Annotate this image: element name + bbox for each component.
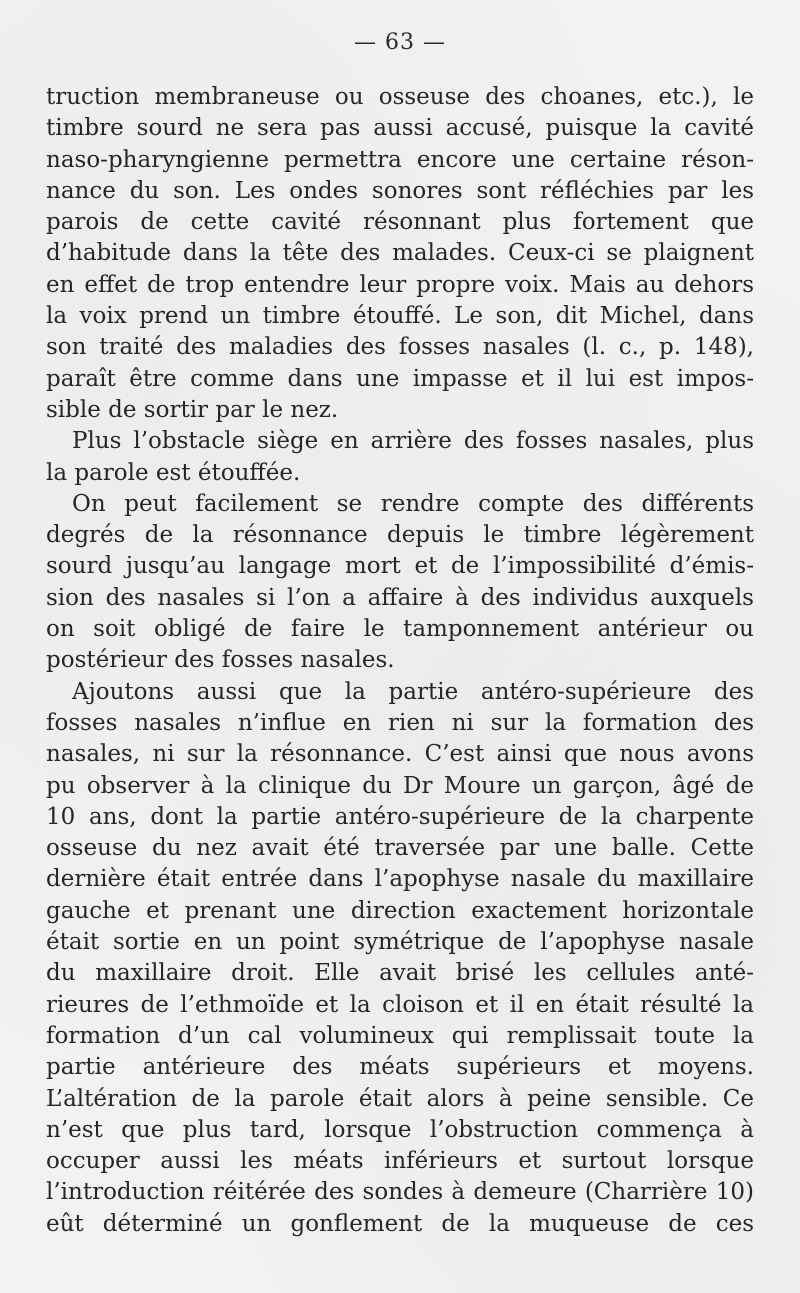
text-line: on soit obligé de faire le tamponnement antérieur ou [46,616,754,643]
text-line: sion des nasales si l’on a affaire à des individus auxquels [46,584,754,611]
text-line: timbre sourd ne sera pas aussi accusé, puisque la cavité [46,115,754,142]
text-line: L’altération de la parole était alors à peine sensible. Ce [46,1085,754,1112]
text-line: la voix prend un timbre étouffé. Le son, dit Michel, dans [46,303,754,330]
text-line: eût déterminé un gonflement de la muqueuse de ces [46,1210,754,1237]
text-line: gauche et prenant une direction exactement horizontale [46,897,754,924]
text-line: occuper aussi les méats inférieurs et surtout lorsque [46,1148,754,1175]
text-line: truction membraneuse ou osseuse des choanes, etc.), le [46,84,754,110]
text-line: parois de cette cavité résonnant plus fortement que [46,209,754,236]
text-line: postérieur des fosses nasales. [46,647,395,674]
paragraph [46,82,754,426]
page-number: — 63 — [354,30,446,55]
text-line: pu observer à la clinique du Dr Moure un garçon, âgé de [46,772,754,799]
text-line: rieures de l’ethmoïde et la cloison et il en était résulté la [46,991,754,1018]
text-line: Plus l’obstacle siège en arrière des fosses nasales, plus [72,428,754,455]
text-line: partie antérieure des méats supérieurs et moyens. [46,1054,754,1081]
text-line: naso-pharyngienne permettra encore une certaine réson- [46,146,754,173]
text-line: était sortie en un point symétrique de l’apophyse nasale [46,929,754,956]
text-line: l’introduction réitérée des sondes à demeure (Charrière 10) [46,1179,754,1206]
text-line: formation d’un cal volumineux qui remplissait toute la [46,1022,754,1049]
text-line: dernière était entrée dans l’apophyse nasale du maxillaire [46,866,754,893]
text-line: On peut facilement se rendre compte des différents [72,490,754,517]
text-line: paraît être comme dans une impasse et il lui est impos- [46,365,754,392]
text-line: degrés de la résonnance depuis le timbre légèrement [46,522,754,549]
text-line: son traité des maladies des fosses nasales (l. c., p. 148), [46,334,754,361]
body-text [46,82,754,1240]
text-line: du maxillaire droit. Elle avait brisé les cellules anté- [46,960,754,987]
paragraph [46,426,754,489]
text-line: 10 ans, dont la partie antéro-supérieure de la charpente [46,803,754,830]
text-line: fosses nasales n’influe en rien ni sur la formation des [46,709,754,736]
paragraph [46,677,754,1240]
text-line: en effet de trop entendre leur propre voix. Mais au dehors [46,271,754,298]
text-line: nance du son. Les ondes sonores sont réfléchies par les [46,177,754,204]
text-line: d’habitude dans la tête des malades. Ceux-ci se plaignent [46,240,754,267]
text-line: la parole est étouffée. [46,459,301,486]
paragraph [46,489,754,677]
text-line: sible de sortir par le nez. [46,396,339,423]
text-line: nasales, ni sur la résonnance. C’est ainsi que nous avons [46,741,754,768]
text-line: osseuse du nez avait été traversée par une balle. Cette [46,835,754,862]
text-line: sourd jusqu’au langage mort et de l’impossibilité d’émis- [46,553,754,580]
text-line: n’est que plus tard, lorsque l’obstruction commença à [46,1116,754,1143]
text-line: Ajoutons aussi que la partie antéro-supérieure des [72,678,754,705]
